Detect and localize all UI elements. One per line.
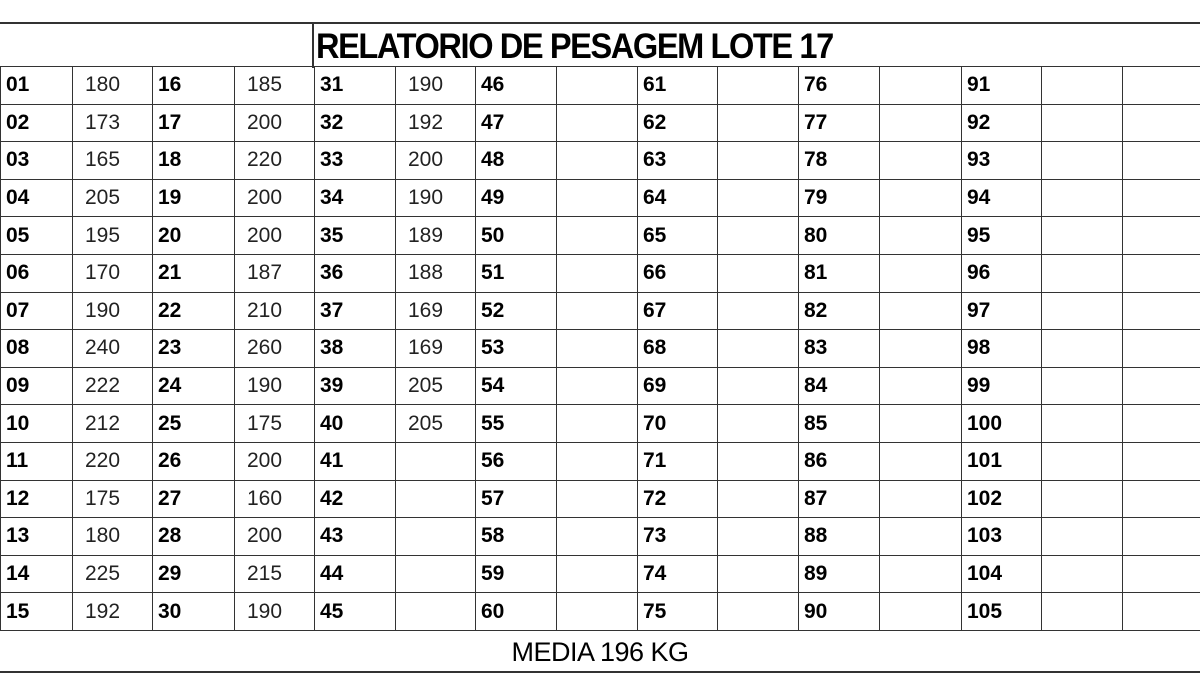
table-row [1, 104, 1200, 142]
weight-cell: 185 [235, 67, 315, 105]
animal-number-cell: 82 [799, 292, 880, 330]
footer-row [0, 633, 1200, 673]
animal-number-cell: 90 [799, 593, 880, 631]
empty-cell [1123, 480, 1200, 518]
animal-number-cell: 28 [153, 518, 235, 556]
animal-number-cell: 54 [476, 367, 557, 405]
weight-cell [880, 367, 962, 405]
weight-cell: 200 [235, 518, 315, 556]
animal-number-cell: 49 [476, 179, 557, 217]
report-title: RELATORIO DE PESAGEM LOTE 17 [316, 27, 833, 66]
weight-cell [1042, 405, 1123, 443]
weight-cell [718, 555, 799, 593]
weight-cell [718, 104, 799, 142]
animal-number-cell: 80 [799, 217, 880, 255]
animal-number-cell: 64 [638, 179, 718, 217]
animal-number-cell: 83 [799, 330, 880, 368]
weight-cell: 169 [396, 292, 476, 330]
weight-cell [557, 67, 638, 105]
empty-cell [1123, 593, 1200, 631]
animal-number-cell: 39 [315, 367, 396, 405]
weight-cell [1042, 179, 1123, 217]
weight-cell: 205 [396, 367, 476, 405]
animal-number-cell: 89 [799, 555, 880, 593]
weight-cell [1042, 104, 1123, 142]
animal-number-cell: 65 [638, 217, 718, 255]
average-weight: MEDIA 196 KG [511, 637, 689, 667]
animal-number-cell: 104 [962, 555, 1042, 593]
animal-number-cell: 75 [638, 593, 718, 631]
weight-cell: 187 [235, 254, 315, 292]
empty-cell [1123, 217, 1200, 255]
weight-cell [1042, 367, 1123, 405]
weight-cell [557, 555, 638, 593]
table-row [1, 405, 1200, 443]
table-row [1, 142, 1200, 180]
animal-number-cell: 86 [799, 442, 880, 480]
weight-cell [396, 518, 476, 556]
animal-number-cell: 51 [476, 254, 557, 292]
animal-number-cell: 84 [799, 367, 880, 405]
table-row [1, 593, 1200, 631]
weight-cell: 190 [235, 593, 315, 631]
animal-number-cell: 50 [476, 217, 557, 255]
animal-number-cell: 09 [1, 367, 73, 405]
animal-number-cell: 101 [962, 442, 1042, 480]
table-row [1, 480, 1200, 518]
animal-number-cell: 19 [153, 179, 235, 217]
table-row [1, 254, 1200, 292]
animal-number-cell: 46 [476, 67, 557, 105]
animal-number-cell: 23 [153, 330, 235, 368]
animal-number-cell: 103 [962, 518, 1042, 556]
weight-cell [557, 442, 638, 480]
animal-number-cell: 13 [1, 518, 73, 556]
weight-cell: 190 [396, 67, 476, 105]
weight-cell [1042, 555, 1123, 593]
weight-cell [880, 518, 962, 556]
weight-cell [1042, 593, 1123, 631]
weight-cell: 190 [73, 292, 153, 330]
animal-number-cell: 31 [315, 67, 396, 105]
animal-number-cell: 04 [1, 179, 73, 217]
weight-cell [557, 405, 638, 443]
weight-cell [396, 442, 476, 480]
weight-cell [718, 67, 799, 105]
animal-number-cell: 27 [153, 480, 235, 518]
weight-cell [557, 179, 638, 217]
animal-number-cell: 14 [1, 555, 73, 593]
weight-cell [1042, 217, 1123, 255]
animal-number-cell: 57 [476, 480, 557, 518]
weight-cell [396, 555, 476, 593]
animal-number-cell: 92 [962, 104, 1042, 142]
animal-number-cell: 71 [638, 442, 718, 480]
weight-cell [718, 442, 799, 480]
weight-cell: 215 [235, 555, 315, 593]
title-row [0, 22, 1200, 66]
empty-cell [1123, 442, 1200, 480]
animal-number-cell: 73 [638, 518, 718, 556]
table-row [1, 330, 1200, 368]
animal-number-cell: 100 [962, 405, 1042, 443]
weight-cell [1042, 254, 1123, 292]
weight-cell [1042, 518, 1123, 556]
animal-number-cell: 43 [315, 518, 396, 556]
animal-number-cell: 69 [638, 367, 718, 405]
weight-cell [880, 217, 962, 255]
animal-number-cell: 48 [476, 142, 557, 180]
animal-number-cell: 24 [153, 367, 235, 405]
weight-cell [718, 367, 799, 405]
animal-number-cell: 56 [476, 442, 557, 480]
animal-number-cell: 20 [153, 217, 235, 255]
empty-cell [1123, 179, 1200, 217]
weight-cell [1042, 480, 1123, 518]
weight-cell: 175 [73, 480, 153, 518]
weight-cell [718, 254, 799, 292]
animal-number-cell: 38 [315, 330, 396, 368]
weight-cell: 200 [235, 104, 315, 142]
weight-cell: 200 [235, 442, 315, 480]
table-row [1, 179, 1200, 217]
animal-number-cell: 17 [153, 104, 235, 142]
empty-cell [1123, 555, 1200, 593]
animal-number-cell: 18 [153, 142, 235, 180]
title-left-blank-cell [0, 24, 312, 68]
weight-cell [396, 480, 476, 518]
weights-table-body [1, 67, 1200, 631]
weight-cell [880, 179, 962, 217]
animal-number-cell: 07 [1, 292, 73, 330]
animal-number-cell: 105 [962, 593, 1042, 631]
table-row [1, 442, 1200, 480]
empty-cell [1123, 292, 1200, 330]
table-row [1, 555, 1200, 593]
weight-cell: 195 [73, 217, 153, 255]
weight-cell [557, 518, 638, 556]
animal-number-cell: 81 [799, 254, 880, 292]
animal-number-cell: 87 [799, 480, 880, 518]
weight-cell [718, 292, 799, 330]
weight-cell [1042, 142, 1123, 180]
weight-cell [557, 367, 638, 405]
animal-number-cell: 88 [799, 518, 880, 556]
weight-cell: 190 [235, 367, 315, 405]
animal-number-cell: 97 [962, 292, 1042, 330]
animal-number-cell: 58 [476, 518, 557, 556]
weight-cell [557, 142, 638, 180]
weight-cell [718, 518, 799, 556]
animal-number-cell: 30 [153, 593, 235, 631]
weight-cell [557, 480, 638, 518]
weight-cell [557, 217, 638, 255]
animal-number-cell: 06 [1, 254, 73, 292]
empty-cell [1123, 254, 1200, 292]
animal-number-cell: 34 [315, 179, 396, 217]
animal-number-cell: 94 [962, 179, 1042, 217]
weight-cell [880, 292, 962, 330]
animal-number-cell: 33 [315, 142, 396, 180]
weight-cell [880, 555, 962, 593]
weight-cell: 200 [235, 179, 315, 217]
empty-cell [1123, 330, 1200, 368]
weight-cell: 220 [235, 142, 315, 180]
weight-cell [880, 405, 962, 443]
weight-cell: 188 [396, 254, 476, 292]
weight-cell [1042, 67, 1123, 105]
weight-cell [880, 67, 962, 105]
empty-cell [1123, 367, 1200, 405]
table-row [1, 217, 1200, 255]
animal-number-cell: 15 [1, 593, 73, 631]
animal-number-cell: 67 [638, 292, 718, 330]
weight-cell: 160 [235, 480, 315, 518]
animal-number-cell: 02 [1, 104, 73, 142]
animal-number-cell: 63 [638, 142, 718, 180]
animal-number-cell: 25 [153, 405, 235, 443]
animal-number-cell: 102 [962, 480, 1042, 518]
animal-number-cell: 72 [638, 480, 718, 518]
animal-number-cell: 16 [153, 67, 235, 105]
weight-cell: 175 [235, 405, 315, 443]
table-row [1, 67, 1200, 105]
weight-cell [718, 179, 799, 217]
empty-cell [1123, 67, 1200, 105]
weight-cell: 180 [73, 518, 153, 556]
weight-cell: 173 [73, 104, 153, 142]
animal-number-cell: 41 [315, 442, 396, 480]
animal-number-cell: 59 [476, 555, 557, 593]
weight-cell [1042, 330, 1123, 368]
weight-cell: 222 [73, 367, 153, 405]
weight-cell [1042, 442, 1123, 480]
animal-number-cell: 91 [962, 67, 1042, 105]
animal-number-cell: 01 [1, 67, 73, 105]
animal-number-cell: 08 [1, 330, 73, 368]
weight-cell [718, 593, 799, 631]
weight-cell: 200 [396, 142, 476, 180]
animal-number-cell: 60 [476, 593, 557, 631]
animal-number-cell: 10 [1, 405, 73, 443]
animal-number-cell: 05 [1, 217, 73, 255]
animal-number-cell: 76 [799, 67, 880, 105]
weight-cell: 212 [73, 405, 153, 443]
table-row [1, 292, 1200, 330]
animal-number-cell: 45 [315, 593, 396, 631]
weight-cell [880, 254, 962, 292]
animal-number-cell: 40 [315, 405, 396, 443]
weight-cell: 169 [396, 330, 476, 368]
weight-cell: 189 [396, 217, 476, 255]
animal-number-cell: 74 [638, 555, 718, 593]
weight-cell [557, 292, 638, 330]
weights-table [0, 66, 1200, 631]
weight-cell [1042, 292, 1123, 330]
animal-number-cell: 55 [476, 405, 557, 443]
animal-number-cell: 29 [153, 555, 235, 593]
weight-cell: 192 [396, 104, 476, 142]
weight-cell [718, 330, 799, 368]
animal-number-cell: 96 [962, 254, 1042, 292]
animal-number-cell: 93 [962, 142, 1042, 180]
animal-number-cell: 03 [1, 142, 73, 180]
empty-cell [1123, 142, 1200, 180]
animal-number-cell: 99 [962, 367, 1042, 405]
weight-cell [880, 593, 962, 631]
weight-cell: 190 [396, 179, 476, 217]
animal-number-cell: 77 [799, 104, 880, 142]
empty-cell [1123, 405, 1200, 443]
animal-number-cell: 68 [638, 330, 718, 368]
animal-number-cell: 62 [638, 104, 718, 142]
animal-number-cell: 79 [799, 179, 880, 217]
animal-number-cell: 26 [153, 442, 235, 480]
weight-cell [718, 480, 799, 518]
weight-cell [880, 330, 962, 368]
weight-cell [880, 104, 962, 142]
table-row [1, 367, 1200, 405]
weight-cell [718, 142, 799, 180]
animal-number-cell: 22 [153, 292, 235, 330]
animal-number-cell: 44 [315, 555, 396, 593]
animal-number-cell: 42 [315, 480, 396, 518]
animal-number-cell: 21 [153, 254, 235, 292]
weight-cell: 260 [235, 330, 315, 368]
weight-cell [557, 254, 638, 292]
empty-cell [1123, 518, 1200, 556]
weight-cell: 180 [73, 67, 153, 105]
weight-cell: 220 [73, 442, 153, 480]
animal-number-cell: 61 [638, 67, 718, 105]
weight-cell [557, 104, 638, 142]
weight-cell [718, 217, 799, 255]
animal-number-cell: 52 [476, 292, 557, 330]
weight-cell [396, 593, 476, 631]
animal-number-cell: 85 [799, 405, 880, 443]
animal-number-cell: 47 [476, 104, 557, 142]
animal-number-cell: 32 [315, 104, 396, 142]
weight-cell [557, 330, 638, 368]
weight-cell [557, 593, 638, 631]
weight-cell: 170 [73, 254, 153, 292]
weight-cell: 200 [235, 217, 315, 255]
animal-number-cell: 95 [962, 217, 1042, 255]
weight-cell: 205 [73, 179, 153, 217]
weight-cell: 210 [235, 292, 315, 330]
animal-number-cell: 37 [315, 292, 396, 330]
animal-number-cell: 98 [962, 330, 1042, 368]
animal-number-cell: 35 [315, 217, 396, 255]
weight-cell [718, 405, 799, 443]
animal-number-cell: 11 [1, 442, 73, 480]
weight-cell [880, 480, 962, 518]
animal-number-cell: 78 [799, 142, 880, 180]
animal-number-cell: 12 [1, 480, 73, 518]
weight-cell: 205 [396, 405, 476, 443]
animal-number-cell: 36 [315, 254, 396, 292]
weight-cell [880, 442, 962, 480]
weight-cell: 225 [73, 555, 153, 593]
weight-cell: 165 [73, 142, 153, 180]
weight-cell: 240 [73, 330, 153, 368]
weight-cell: 192 [73, 593, 153, 631]
animal-number-cell: 70 [638, 405, 718, 443]
empty-cell [1123, 104, 1200, 142]
table-row [1, 518, 1200, 556]
animal-number-cell: 66 [638, 254, 718, 292]
title-cell [312, 24, 1200, 68]
animal-number-cell: 53 [476, 330, 557, 368]
weight-cell [880, 142, 962, 180]
